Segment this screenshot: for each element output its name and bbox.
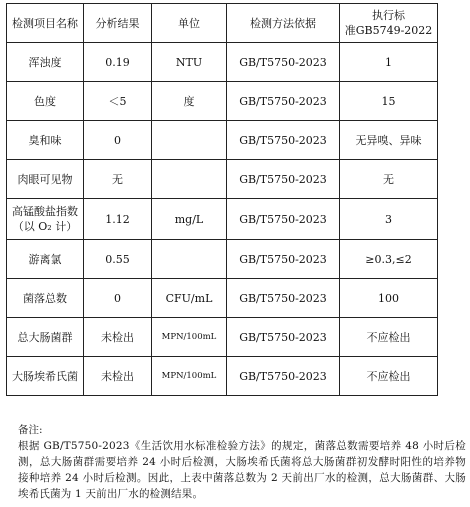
cell-standard: 1 — [340, 43, 438, 82]
cell-method: GB/T5750-2023 — [227, 240, 340, 279]
cell-item: 总大肠菌群 — [7, 318, 84, 357]
cell-result: ＜5 — [84, 82, 152, 121]
table-header-row — [7, 4, 438, 43]
cell-unit: CFU/mL — [152, 279, 227, 318]
cell-unit: NTU — [152, 43, 227, 82]
table-row — [7, 240, 438, 279]
cell-method: GB/T5750-2023 — [227, 43, 340, 82]
cell-standard: 不应检出 — [340, 318, 438, 357]
cell-unit — [152, 240, 227, 279]
cell-method: GB/T5750-2023 — [227, 121, 340, 160]
cell-standard: 无 — [340, 160, 438, 199]
header-method: 检测方法依据 — [227, 4, 340, 43]
cell-unit: MPN/100mL — [152, 357, 227, 396]
cell-unit: mg/L — [152, 199, 227, 240]
cell-item-line1: 高锰酸盐指数 — [12, 205, 78, 218]
header-standard-line1: 执行标 — [372, 9, 405, 22]
table-row — [7, 82, 438, 121]
table-row — [7, 318, 438, 357]
table-row — [7, 43, 438, 82]
header-item-name: 检测项目名称 — [7, 4, 84, 43]
cell-item-line2: （以 O₂ 计） — [12, 220, 78, 233]
table-row — [7, 357, 438, 396]
cell-method: GB/T5750-2023 — [227, 318, 340, 357]
notes-body: 根据 GB/T5750-2023《生活饮用水标准检验方法》的规定，菌落总数需要培养 48 小时后检测，总大肠菌群需要培养 24 小时后检测，大肠埃希氏菌将总大肠菌群初发酵时阳性的培养物接种培养 24 小时后检测。因此，上表中菌落总数为 2 天前出厂水的检测，总大肠菌群、大肠埃希氏菌为 1 天前出厂水的检测结果。 — [18, 440, 466, 500]
cell-item: 游离氯 — [7, 240, 84, 279]
header-unit: 单位 — [152, 4, 227, 43]
cell-item: 色度 — [7, 82, 84, 121]
cell-item — [7, 199, 84, 240]
cell-unit — [152, 160, 227, 199]
cell-method: GB/T5750-2023 — [227, 160, 340, 199]
cell-result: 0.19 — [84, 43, 152, 82]
cell-result: 无 — [84, 160, 152, 199]
cell-standard: 100 — [340, 279, 438, 318]
table-row — [7, 121, 438, 160]
cell-item: 臭和味 — [7, 121, 84, 160]
cell-unit — [152, 121, 227, 160]
table-row — [7, 199, 438, 240]
table-row — [7, 279, 438, 318]
header-result: 分析结果 — [84, 4, 152, 43]
cell-result: 未检出 — [84, 318, 152, 357]
cell-unit: 度 — [152, 82, 227, 121]
cell-result: 0 — [84, 279, 152, 318]
cell-result: 0 — [84, 121, 152, 160]
notes-section — [18, 422, 466, 502]
cell-standard: 3 — [340, 199, 438, 240]
cell-method: GB/T5750-2023 — [227, 199, 340, 240]
cell-item: 肉眼可见物 — [7, 160, 84, 199]
cell-method: GB/T5750-2023 — [227, 279, 340, 318]
cell-method: GB/T5750-2023 — [227, 82, 340, 121]
cell-item: 大肠埃希氏菌 — [7, 357, 84, 396]
cell-standard: 不应检出 — [340, 357, 438, 396]
cell-item: 菌落总数 — [7, 279, 84, 318]
cell-standard: 15 — [340, 82, 438, 121]
cell-result: 0.55 — [84, 240, 152, 279]
cell-unit: MPN/100mL — [152, 318, 227, 357]
notes-title: 备注: — [18, 424, 43, 436]
cell-standard: 无异嗅、异味 — [340, 121, 438, 160]
cell-item: 浑浊度 — [7, 43, 84, 82]
cell-standard: ≥0.3,≤2 — [340, 240, 438, 279]
water-quality-table — [6, 3, 438, 396]
header-standard — [340, 4, 438, 43]
header-standard-line2: 准GB5749-2022 — [344, 24, 433, 37]
cell-result: 1.12 — [84, 199, 152, 240]
cell-result: 未检出 — [84, 357, 152, 396]
table-row — [7, 160, 438, 199]
cell-method: GB/T5750-2023 — [227, 357, 340, 396]
